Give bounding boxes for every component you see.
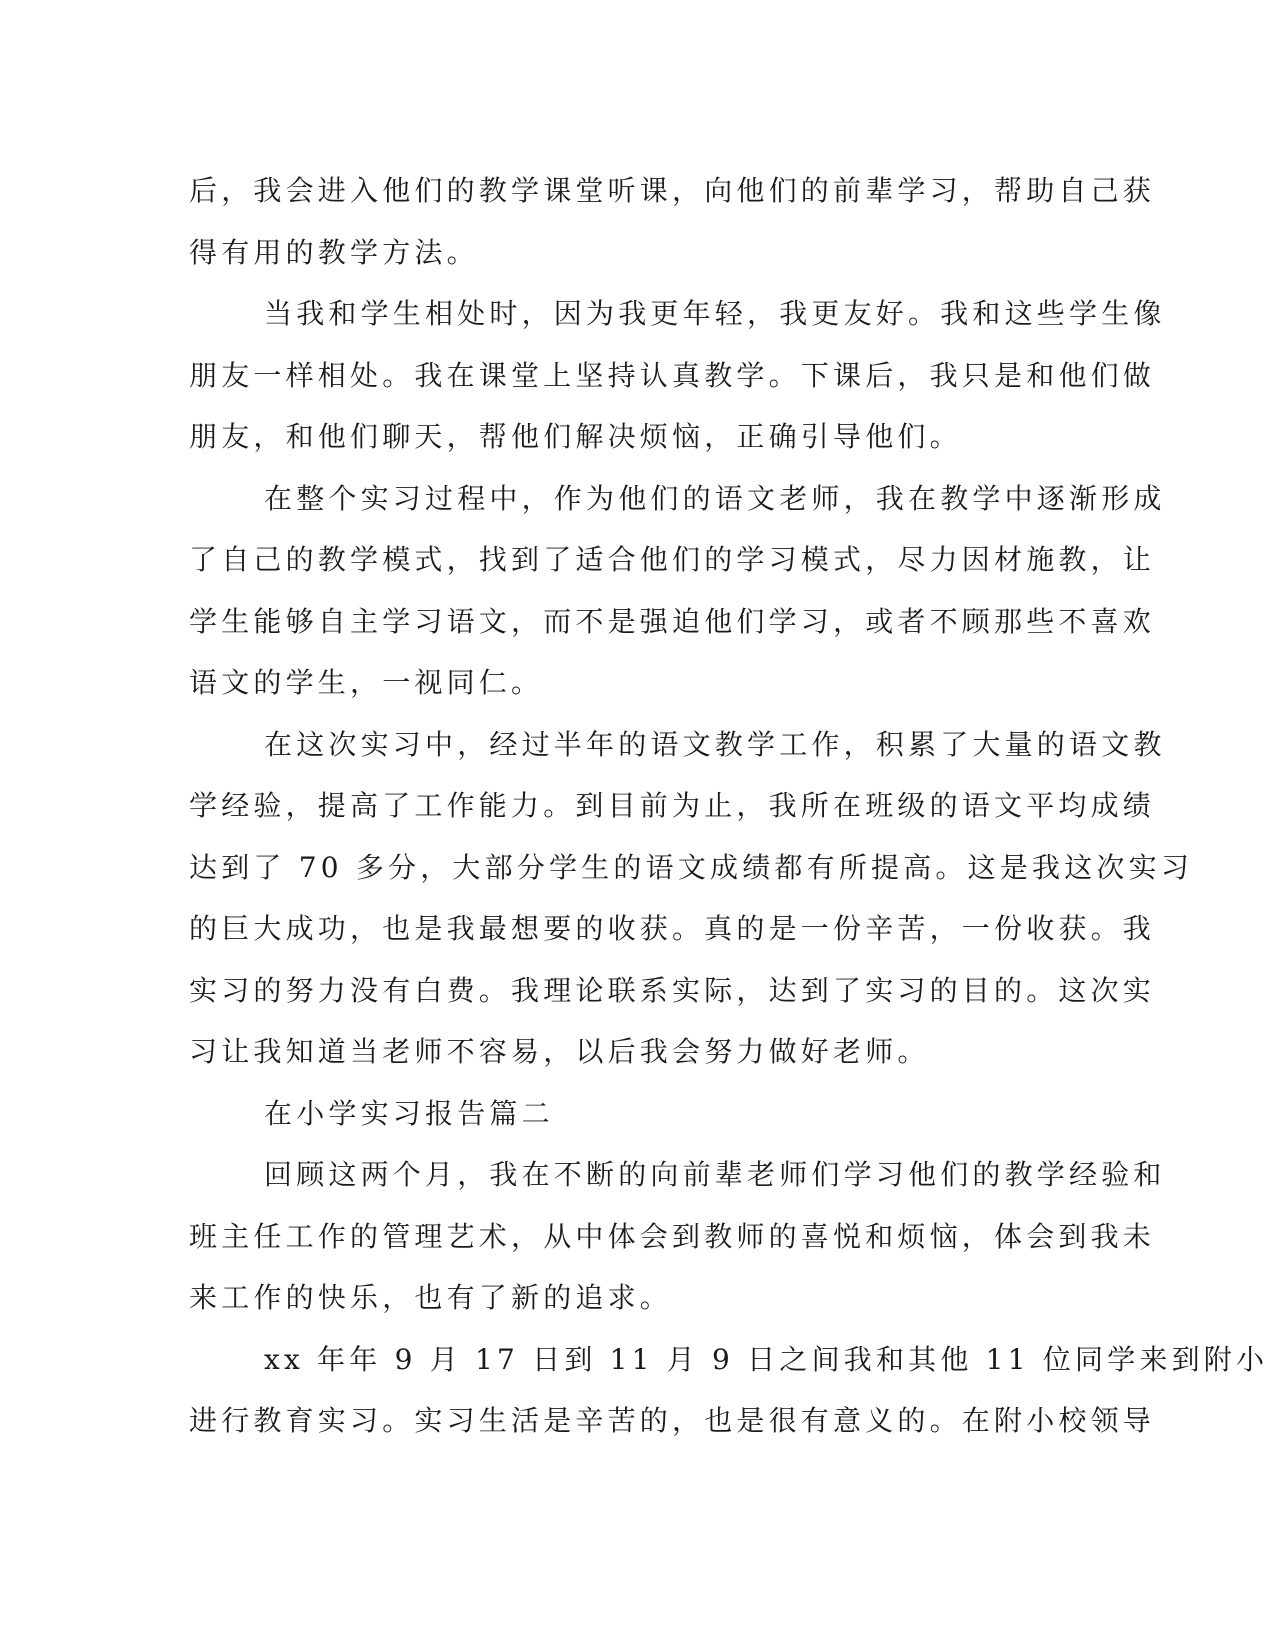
text-line: 习让我知道当老师不容易，以后我会努力做好老师。 [189,1035,930,1068]
text-line: 实习的努力没有白费。我理论联系实际，达到了实习的目的。这次实 [189,973,1156,1007]
paragraph-start-line: 在这次实习中，经过半年的语文教学工作，积累了大量的语文教 [264,727,1166,761]
text-line: 后，我会进入他们的教学课堂听课，向他们的前辈学习，帮助自己获 [189,174,1156,207]
text-line: 的巨大成功，也是我最想要的收获。真的是一份辛苦，一份收获。我 [189,912,1156,945]
text-line: 进行教育实习。实习生活是辛苦的，也是很有意义的。在附小校领导 [189,1404,1156,1437]
text-line: 达到了 70 多分，大部分学生的语文成绩都有所提高。这是我这次实习 [189,850,1194,884]
text-line: 学经验，提高了工作能力。到目前为止，我所在班级的语文平均成绩 [189,789,1156,822]
text-line: 来工作的快乐，也有了新的追求。 [189,1281,673,1314]
text-line: 语文的学生，一视同仁。 [189,666,544,699]
text-line: 学生能够自主学习语文，而不是强迫他们学习，或者不顾那些不喜欢 [189,604,1156,638]
text-line: 了自己的教学模式，找到了适合他们的学习模式，尽力因材施教，让 [189,543,1156,576]
text-line: 得有用的教学方法。 [189,235,479,269]
paragraph-start-line: xx 年年 9 月 17 日到 11 月 9 日之间我和其他 11 位同学来到附小 [264,1342,1269,1376]
text-line: 朋友一样相处。我在课堂上坚持认真教学。下课后，我只是和他们做 [189,358,1156,392]
text-line: 朋友，和他们聊天，帮他们解决烦恼，正确引导他们。 [189,420,962,453]
body-text [189,160,1269,1452]
paragraph-start-line: 当我和学生相处时，因为我更年轻，我更友好。我和这些学生像 [264,297,1166,330]
section-heading: 在小学实习报告篇二 [264,1096,554,1130]
text-line: 班主任工作的管理艺术，从中体会到教师的喜悦和烦恼，体会到我未 [189,1219,1156,1253]
paragraph-start-line: 在整个实习过程中，作为他们的语文老师，我在教学中逐渐形成 [264,481,1166,515]
paragraph-start-line: 回顾这两个月，我在不断的向前辈老师们学习他们的教学经验和 [264,1158,1166,1191]
